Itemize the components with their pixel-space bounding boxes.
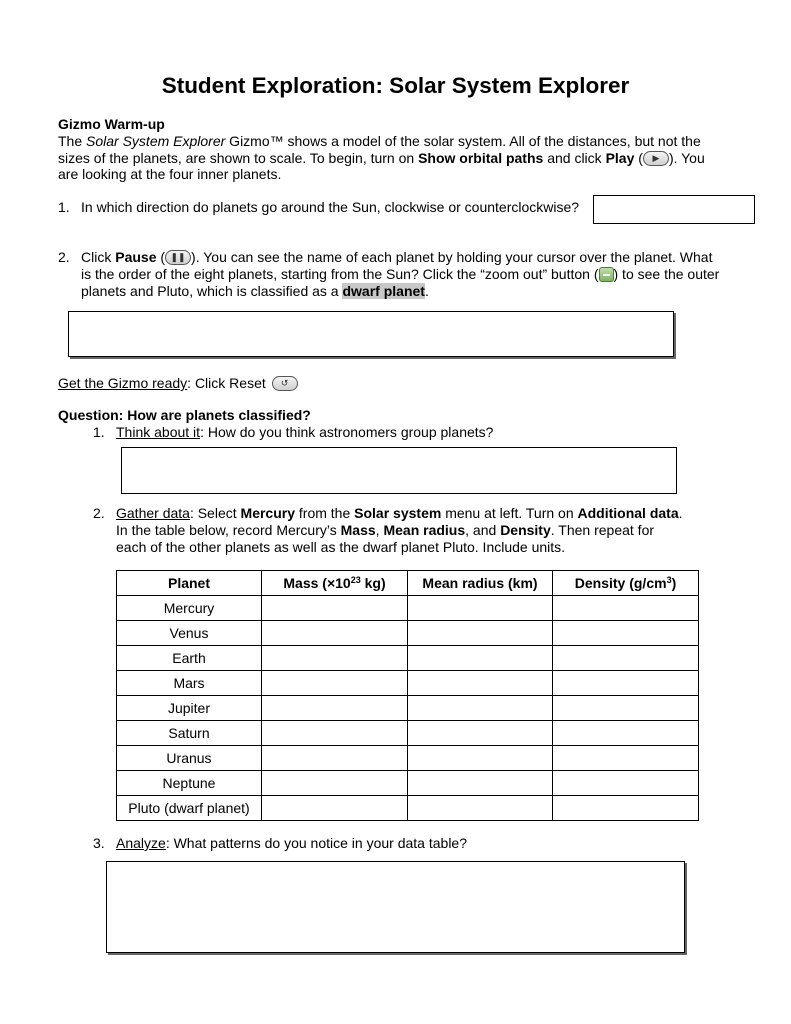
column-header-mean-radius: Mean radius (km) [408, 571, 553, 596]
text: Click [81, 249, 116, 265]
table-row [117, 671, 699, 696]
density-entry-cell[interactable] [553, 771, 699, 796]
question-text: In which direction do planets go around the Sun, clockwise or counterclockwise? [81, 199, 580, 215]
text: ( [156, 249, 166, 265]
density-entry-cell[interactable] [553, 746, 699, 771]
mass-entry-cell[interactable] [262, 696, 408, 721]
mass-entry-cell[interactable] [262, 721, 408, 746]
planet-name-cell: Earth [117, 646, 262, 671]
question-2-line-2 [81, 266, 719, 283]
text: planets and Pluto, which is classified as a [81, 283, 343, 299]
gather-data-line-3: each of the other planets as well as the dwarf planet Pluto. Include units. [116, 539, 566, 555]
answer-box-direction[interactable] [593, 195, 755, 224]
mass-entry-cell[interactable] [262, 796, 408, 821]
table-row [117, 721, 699, 746]
planet-name-cell: Jupiter [117, 696, 262, 721]
mercury-term: Mercury [240, 505, 295, 521]
planet-name-cell: Saturn [117, 721, 262, 746]
gizmo-name: Solar System Explorer [86, 133, 226, 149]
planet-name-cell: Mars [117, 671, 262, 696]
text: : How do you think astronomers group planets? [200, 424, 494, 440]
planet-name-cell: Uranus [117, 746, 262, 771]
exponent: 3 [666, 575, 672, 585]
play-label: Play [605, 150, 635, 166]
table-row [117, 621, 699, 646]
mass-entry-cell[interactable] [262, 621, 408, 646]
show-orbital-paths-label: Show orbital paths [418, 150, 544, 166]
warmup-line-3: are looking at the four inner planets. [58, 166, 282, 182]
text: In the table below, record Mercury’s [116, 522, 341, 538]
mean-radius-entry-cell[interactable] [408, 646, 553, 671]
table-row [117, 646, 699, 671]
density-term: Density [500, 522, 551, 538]
text: : Click Reset [187, 375, 266, 391]
think-about-it-label: Think about it [116, 424, 201, 440]
text: and click [543, 150, 606, 166]
mean-radius-entry-cell[interactable] [408, 596, 553, 621]
table-row [117, 796, 699, 821]
text: ). You can see the name of each planet by holding your cursor over the planet. What [191, 249, 713, 265]
gather-data-line-2 [116, 522, 654, 539]
planet-data-table [116, 570, 699, 821]
text: Density (g/cm [574, 575, 667, 591]
item-number: 3. [93, 835, 105, 851]
text: , and [465, 522, 501, 538]
text: : What patterns do you notice in your data table? [165, 835, 467, 851]
mean-radius-entry-cell[interactable] [408, 796, 553, 821]
text: from the [295, 505, 355, 521]
warmup-line-2 [58, 150, 705, 167]
density-entry-cell[interactable] [553, 796, 699, 821]
reset-button-icon: ↺ [272, 376, 298, 391]
density-entry-cell[interactable] [553, 646, 699, 671]
item-number: 1. [93, 424, 105, 440]
mass-entry-cell[interactable] [262, 771, 408, 796]
question-1 [58, 199, 579, 216]
table-row [117, 771, 699, 796]
warmup-line-1 [58, 133, 701, 150]
table-row [117, 596, 699, 621]
answer-box-patterns[interactable] [106, 861, 685, 953]
column-header-density [553, 571, 699, 596]
text: Mass (×10 [283, 575, 351, 591]
table-header-row [117, 571, 699, 596]
text: ) to see the outer [613, 266, 720, 282]
gather-data-line-1 [93, 505, 683, 522]
text: is the order of the eight planets, starting from the Sun? Click the “zoom out” button ( [81, 266, 599, 282]
density-entry-cell[interactable] [553, 721, 699, 746]
text: menu at left. Turn on [441, 505, 578, 521]
mean-radius-entry-cell[interactable] [408, 721, 553, 746]
mean-radius-entry-cell[interactable] [408, 696, 553, 721]
play-button-icon: ▶ [643, 151, 669, 166]
text: ( [634, 150, 643, 166]
pause-label: Pause [115, 249, 157, 265]
table-row [117, 696, 699, 721]
question-2-line-3 [81, 283, 429, 300]
mass-entry-cell[interactable] [262, 596, 408, 621]
gizmo-ready-line [58, 375, 298, 392]
question-heading: Question: How are planets classified? [58, 407, 311, 423]
answer-box-planet-order[interactable] [68, 311, 674, 357]
question-2-line-1 [58, 249, 713, 266]
table-row [117, 746, 699, 771]
planet-name-cell: Mercury [117, 596, 262, 621]
additional-data-term: Additional data [577, 505, 679, 521]
item-number: 2. [93, 505, 105, 521]
item-number: 2. [58, 249, 70, 265]
density-entry-cell[interactable] [553, 621, 699, 646]
think-about-it-item [93, 424, 493, 441]
exponent: 23 [350, 575, 361, 585]
get-gizmo-ready-label: Get the Gizmo ready [58, 375, 188, 391]
column-header-planet: Planet [117, 571, 262, 596]
mean-radius-entry-cell[interactable] [408, 621, 553, 646]
text: sizes of the planets, are shown to scale. To begin, turn on [58, 150, 419, 166]
pause-button-icon: ❚❚ [165, 250, 191, 265]
density-entry-cell[interactable] [553, 696, 699, 721]
planet-name-cell: Neptune [117, 771, 262, 796]
text: Gizmo™ shows a model of the solar system. All of the distances, but not the [225, 133, 701, 149]
density-entry-cell[interactable] [553, 671, 699, 696]
warmup-heading: Gizmo Warm-up [58, 116, 165, 132]
text: . [678, 505, 683, 521]
text: ) [671, 575, 677, 591]
mass-term: Mass [340, 522, 376, 538]
zoom-out-button-icon [599, 267, 614, 282]
text: ). You [668, 150, 705, 166]
mass-entry-cell[interactable] [262, 671, 408, 696]
text: . [424, 283, 429, 299]
analyze-item [93, 835, 467, 852]
analyze-label: Analyze [116, 835, 166, 851]
planet-name-cell: Venus [117, 621, 262, 646]
mean-radius-entry-cell[interactable] [408, 671, 553, 696]
mass-entry-cell[interactable] [262, 646, 408, 671]
solar-system-menu-term: Solar system [354, 505, 442, 521]
column-header-mass [262, 571, 408, 596]
text: kg) [360, 575, 386, 591]
answer-box-group-planets[interactable] [121, 447, 677, 494]
density-entry-cell[interactable] [553, 596, 699, 621]
gather-data-label: Gather data [116, 505, 190, 521]
text: . Then repeat for [550, 522, 655, 538]
planet-name-cell: Pluto (dwarf planet) [117, 796, 262, 821]
text: : Select [189, 505, 241, 521]
mass-entry-cell[interactable] [262, 746, 408, 771]
item-number: 1. [58, 199, 70, 215]
page-title: Student Exploration: Solar System Explorer [161, 73, 630, 98]
mean-radius-term: Mean radius [383, 522, 466, 538]
mean-radius-entry-cell[interactable] [408, 746, 553, 771]
mean-radius-entry-cell[interactable] [408, 771, 553, 796]
text: The [58, 133, 87, 149]
dwarf-planet-term: dwarf planet [342, 283, 425, 299]
text: , [375, 522, 384, 538]
